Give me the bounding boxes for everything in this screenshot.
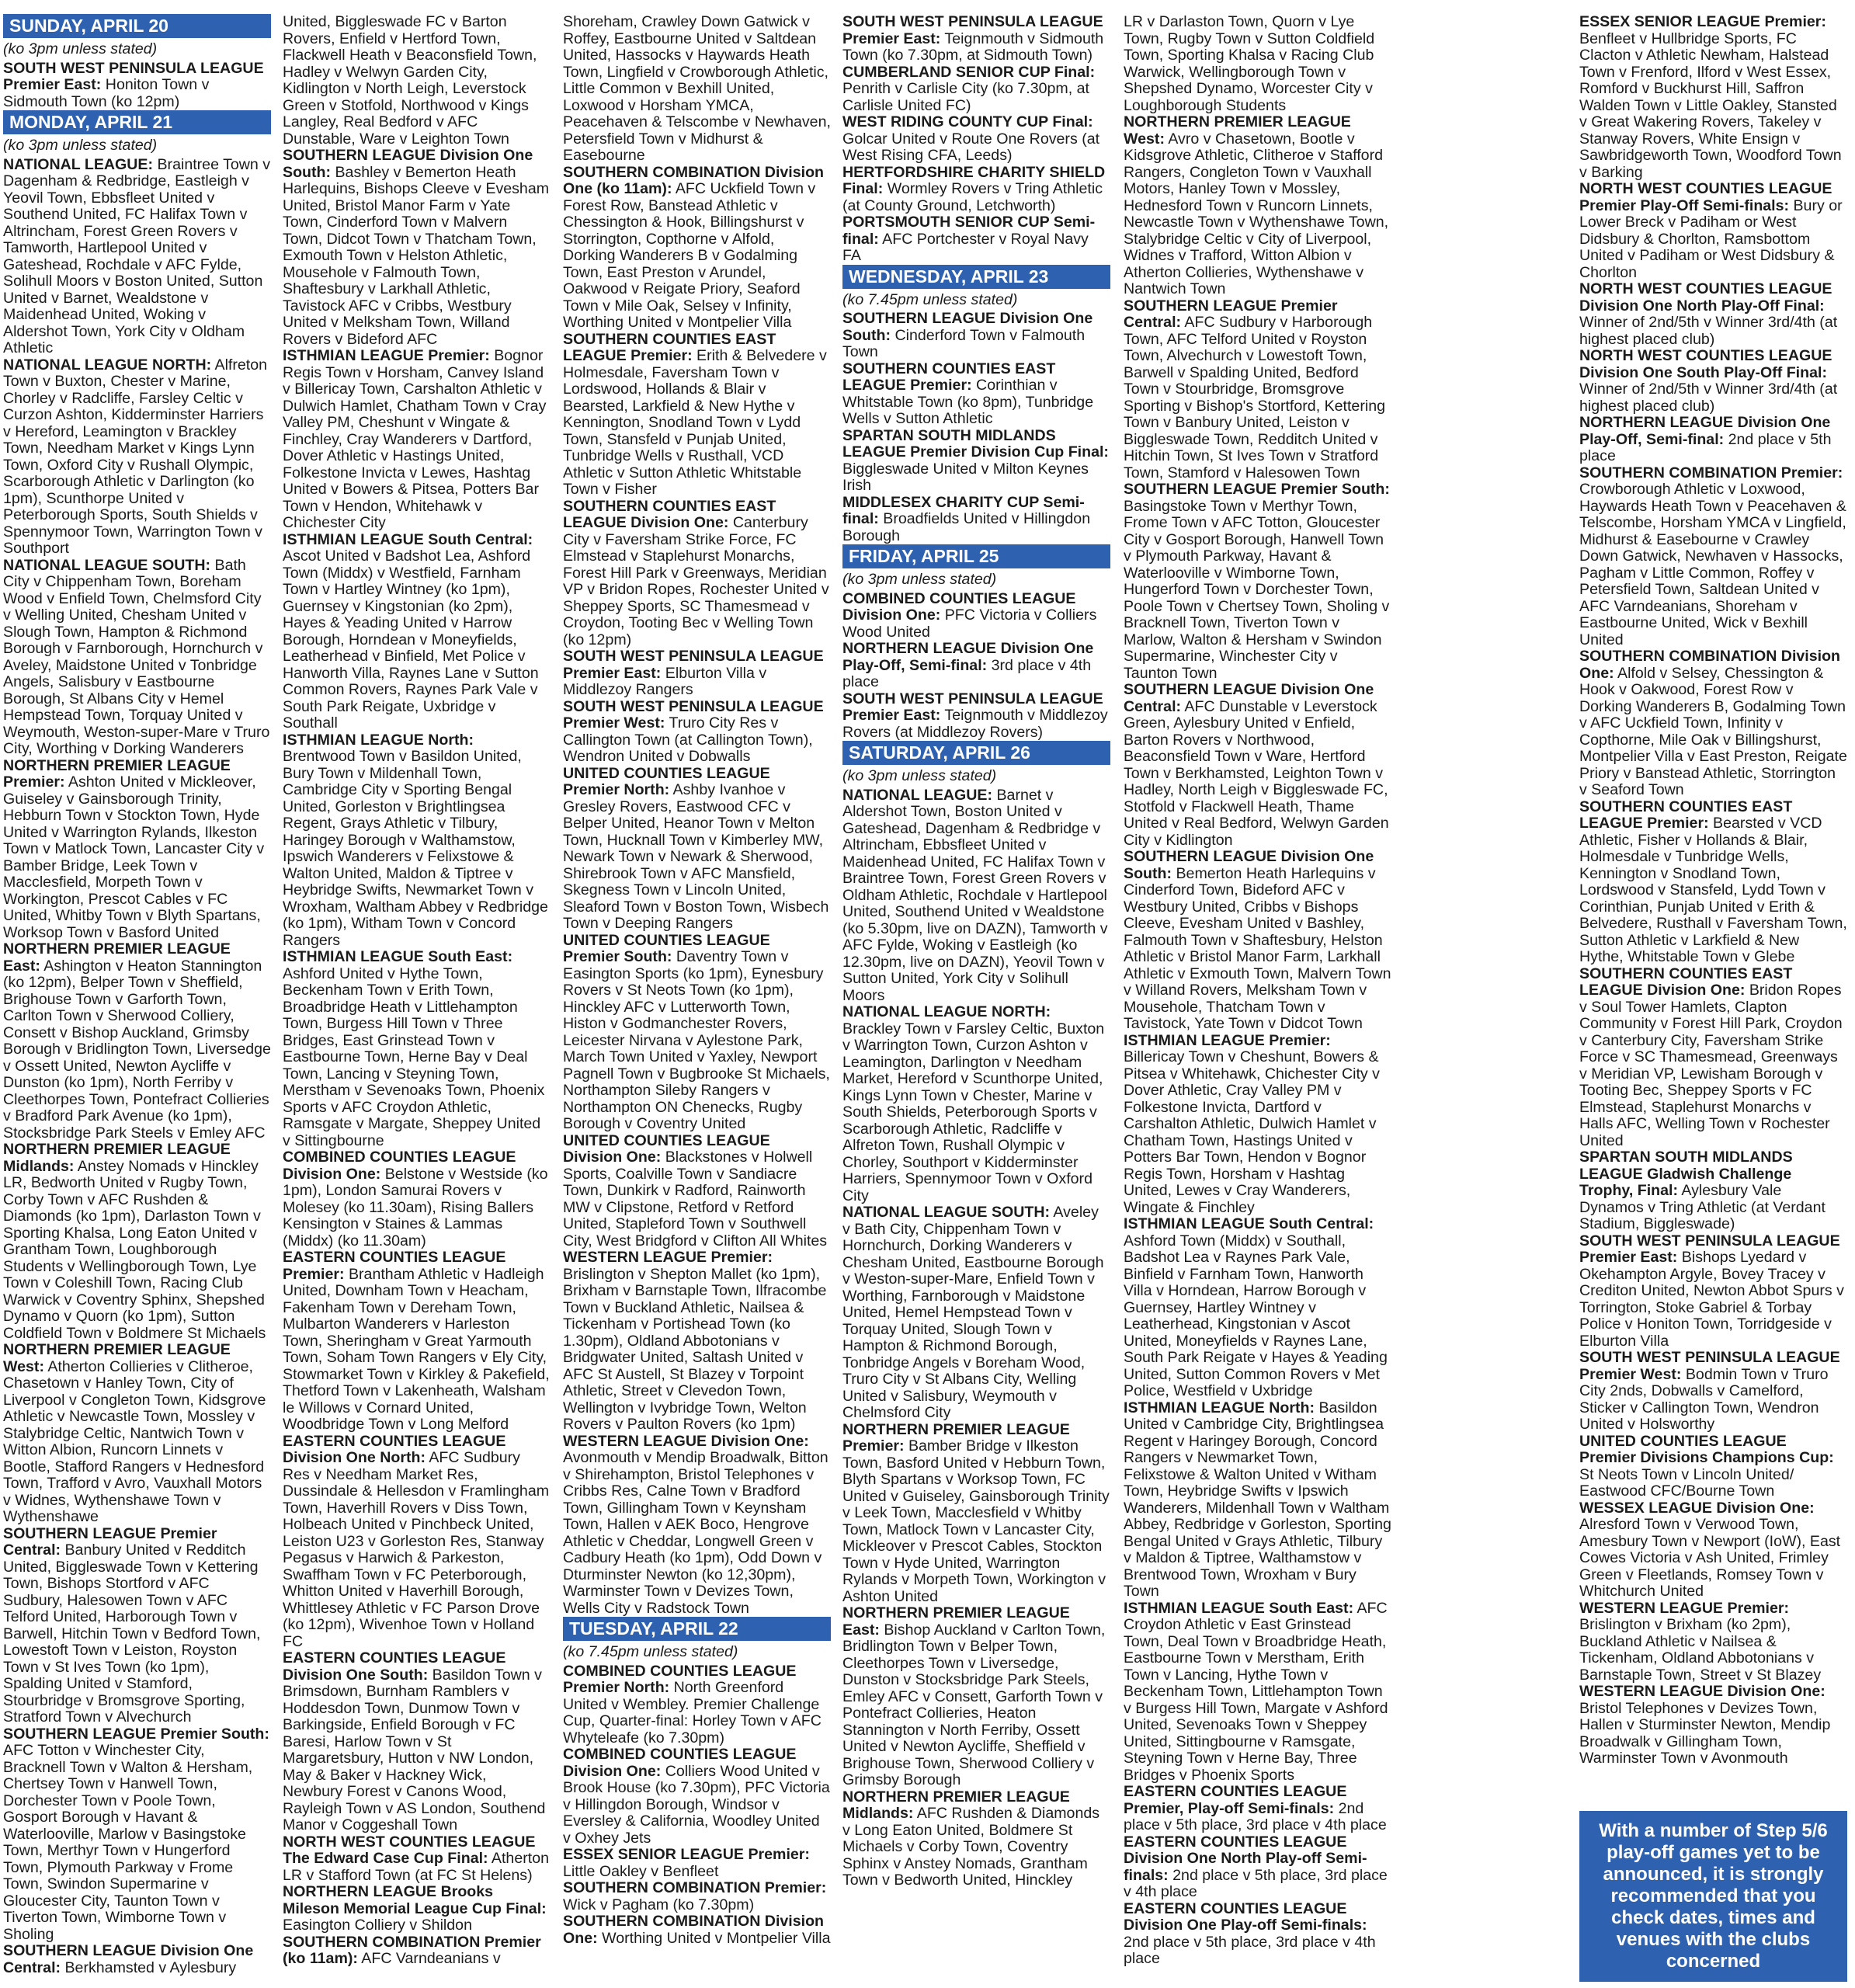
league-name: NATIONAL LEAGUE SOUTH: xyxy=(3,556,211,574)
league-name: EASTERN COUNTIES LEAGUE Division One North: xyxy=(283,1432,506,1466)
fixture-entry xyxy=(283,348,551,532)
fixture-list: Daventry Town v Easington Sports (ko 1pm), Eynesbury Rovers v St Neots Town (ko 1pm), Hinckley AFC v Lutterworth Town, Histon v Godmanchester Rovers, Leicester Nirvana v Aylestone Park, March Town United v Yaxley, Newport Pagnell Town v Bugbrooke St Michaels, Northampton Sileby Rangers v Northampton ON Chenecks, Rugby Borough v Coventry United xyxy=(563,948,830,1132)
fixture-entry xyxy=(1124,14,1391,114)
fixture-list: Shoreham, Crawley Down Gatwick v Roffey, Eastbourne United v Saltdean United, Hassocks v Haywards Heath Town, Lingfield v Crowborough Athletic, Little Common v Bexhill United, Loxwood v Horsham YMCA, Peacehaven & Telscombe v Newhaven, Petersfield Town v Midhurst & Easebourne xyxy=(563,13,831,164)
fixture-list: Bishops Lyedard v Okehampton Argyle, Bovey Tracey v Crediton United, Newton Abbot Spurs v Torrington, Stoke Gabriel & Torbay Police v Honiton Town, Torridgeside v Elburton Villa xyxy=(1579,1249,1844,1350)
fixture-entry xyxy=(1579,1233,1847,1350)
fixture-entry xyxy=(563,1434,831,1618)
fixture-entry xyxy=(563,1746,831,1847)
league-name: NORTHERN LEAGUE Division One Play-Off, Semi-final: xyxy=(842,640,1094,674)
league-name: NORTH WEST COUNTIES LEAGUE Premier Play-Off Semi-finals: xyxy=(1579,180,1832,214)
play-off-advice-box: With a number of Step 5/6 play-off games yet to be announced, it is strongly recommended that you check dates, times and venues with the clubs concerned xyxy=(1579,1811,1847,1982)
fixture-list: Bemerton Heath Harlequins v Cinderford Town, Bideford AFC v Westbury United, Cribbs v Bishops Cleeve, Evesham United v Bashley, Falmouth Town v Shaftesbury, Helston Athletic v Bristol Manor Farm, Larkhall Athletic v Exmouth Town, Malvern Town v Willand Rovers, Melksham Town v Mousehole, Thatcham Town v Tavistock, Yate Town v Didcot Town xyxy=(1124,864,1391,1032)
fixture-entry xyxy=(842,114,1110,165)
fixtures-column-3 xyxy=(563,14,831,1947)
fixture-list: Penrith v Carlisle City (ko 7.30pm, at Carlisle United FC) xyxy=(842,80,1089,114)
league-name: NORTHERN PREMIER LEAGUE Midlands: xyxy=(3,1141,231,1175)
fixture-entry xyxy=(283,1149,551,1249)
fixture-list: Truro City Res v Callington Town (at Callington Town), Wendron United v Dobwalls xyxy=(563,714,813,765)
fixture-entry xyxy=(1124,114,1391,298)
fixture-list: Erith & Belvedere v Holmesdale, Faversham Town v Lordswood, Hollands & Blair v Bearsted, Larkfield & New Hythe v Kennington, Snodland Town v Lydd Town, Stansfeld v Punjab United, Tunbridge Wells v Rusthall, VCD Athletic v Sutton Athletic Whitstable Town v Fisher xyxy=(563,347,827,498)
league-name: NORTH WEST COUNTIES LEAGUE Division One South Play-Off Final: xyxy=(1579,347,1832,381)
fixture-entry xyxy=(563,332,831,499)
league-name: ESSEX SENIOR LEAGUE Premier: xyxy=(563,1846,810,1863)
league-name: HERTFORDSHIRE CHARITY SHIELD Final: xyxy=(842,163,1106,197)
league-name: COMBINED COUNTIES LEAGUE Premier North: xyxy=(563,1662,797,1696)
fixture-list: Berkhamsted v Aylesbury xyxy=(61,1958,237,1976)
fixture-list: Bashley v Bemerton Heath Harlequins, Bishops Cleeve v Evesham United, Bristol Manor Farm v Yate Town, Cinderford Town v Malvern Town, Didcot Town v Thatcham Town, Exmouth Town v Helston Athletic, Mousehole v Falmouth Town, Shaftesbury v Larkhall Athletic, Tavistock AFC v Cribbs, Westbury United v Melksham Town, Willand Rovers v Bideford AFC xyxy=(283,163,550,348)
fixture-list: Brislington v Brixham (ko 2pm), Buckland Athletic v Nailsea & Tickenham, Oldland Abbotonians v Barnstaple Town, Street v St Blazey xyxy=(1579,1616,1822,1684)
fixtures-column-5 xyxy=(1124,14,1391,1968)
fixture-entry xyxy=(563,648,831,699)
fixture-list: Braintree Town v Dagenham & Redbridge, Eastleigh v Yeovil Town, Ebbsfleet United v Southend United, FC Halifax Town v Altrincham, Forest Green Rovers v Tamworth, Hartlepool United v Gateshead, Rochdale v AFC Fylde, Solihull Moors v Boston United, Sutton United v Barnet, Wealdstone v Maidenhead United, Woking v Aldershot Town, York City v Oldham Athletic xyxy=(3,155,271,356)
fixture-list: Basildon Town v Brimsdown, Burnham Ramblers v Hoddesdon Town, Dunmow Town v Barkingside, Enfield Borough v FC Baresi, Harlow Town v St Margaretsbury, Hutton v NW London, May & Baker v Hackney Wick, Newbury Forest v Canons Wood, Rayleigh Town v AS London, Southend Manor v Coggeshall Town xyxy=(283,1666,546,1833)
league-name: SOUTH WEST PENINSULA LEAGUE Premier East: xyxy=(563,648,824,682)
fixture-entry xyxy=(283,732,551,950)
league-name: NATIONAL LEAGUE NORTH: xyxy=(3,356,212,374)
league-name: ISTHMIAN LEAGUE Premier: xyxy=(283,347,490,364)
league-name: NORTHERN PREMIER LEAGUE West: xyxy=(3,1341,231,1375)
fixture-entry xyxy=(283,1834,551,1885)
league-name: COMBINED COUNTIES LEAGUE Division One: xyxy=(283,1149,516,1183)
fixture-list: Little Oakley v Benfleet xyxy=(563,1862,719,1880)
league-name: MIDDLESEX CHARITY CUP Semi-final: xyxy=(842,493,1085,527)
league-name: NORTHERN PREMIER LEAGUE Midlands: xyxy=(842,1788,1070,1822)
fixture-list: Alfold v Selsey, Chessington & Hook v Oakwood, Forest Row v Dorking Wanderers B, Godalming Town v AFC Uckfield Town, Infinity v Copthorne, Mile Oak v Billingshurst, Montpelier Villa v East Preston, Reigate Priory v Banstead Athletic, Storrington v Seaford Town xyxy=(1579,664,1847,798)
fixture-list: Blackstones v Holwell Sports, Coalville Town v Sandiacre Town, Dunkirk v Radford, Rainworth MW v Clipstone, Retford v Retford United, Stapleford Town v Southwell City, West Bridgford v Clifton All Whites xyxy=(563,1149,828,1249)
fixture-list: Banbury United v Redditch United, Biggleswade Town v Kettering Town, Bishops Stortford v AFC Sudbury, Halesowen Town v AFC Telford United, Harborough Town v Barwell, Hitchin Town v Bedford Town, Lowestoft Town v Leiston, Royston Town v St Ives Town (ko 1pm), Spalding United v Stamford, Stourbridge v Bromsgrove Sporting, Stratford Town v Alvechurch xyxy=(3,1541,261,1726)
league-name: COMBINED COUNTIES LEAGUE Division One: xyxy=(563,1746,797,1780)
league-name: SOUTH WEST PENINSULA LEAGUE Premier West: xyxy=(1579,1349,1840,1383)
league-name: SOUTHERN COMBINATION Division One: xyxy=(1579,648,1841,682)
fixture-list: St Neots Town v Lincoln United/ Eastwood CFC/Bourne Town xyxy=(1579,1465,1794,1500)
fixture-list: Basingstoke Town v Merthyr Town, Frome Town v AFC Totton, Gloucester City v Gosport Borough, Hanwell Town v Plymouth Parkway, Havant & Waterlooville v Wimborne Town, Hungerford Town v Dorchester Town, Poole Town v Chertsey Town, Sholing v Bracknell Town, Tiverton Town v Marlow, Walton & Hersham v Swindon Supermarine, Winchester City v Taunton Town xyxy=(1124,497,1390,682)
fixture-list: Bury or Lower Breck v Padiham or West Didsbury & Chorlton, Ramsbottom United v Padiham or West Didsbury & Chorlton xyxy=(1579,196,1843,281)
league-name: SOUTHERN COMBINATION Premier: xyxy=(563,1879,827,1896)
day-heading: MONDAY, APRIL 21 xyxy=(3,110,271,134)
kickoff-note: (ko 7.45pm unless stated) xyxy=(842,290,1018,308)
fixture-entry xyxy=(842,1422,1110,1606)
league-name: UNITED COUNTIES LEAGUE Premier North: xyxy=(563,764,770,798)
fixture-entry xyxy=(1124,1901,1391,1968)
fixture-list: Atherton Collieries v Clitheroe, Chasetown v Hanley Town, City of Liverpool v Congleton Town, Kidsgrove Athletic v Newcastle Town, Mossley v Stalybridge Celtic, Nantwich Town v Witton Albion, Runcorn Linnets v Bootle, Stafford Rangers v Hednesford Town, Trafford v Avro, Vauxhall Motors v Widnes, Wythenshawe Town v Wythenshawe xyxy=(3,1357,266,1525)
fixture-entry xyxy=(563,933,831,1133)
league-name: SOUTHERN COUNTIES EAST LEAGUE Division One: xyxy=(563,497,776,531)
fixture-entry xyxy=(563,1663,831,1747)
fixture-entry xyxy=(3,1726,271,1944)
fixture-list: AFC Uckfield Town v Forest Row, Banstead Athletic v Chessington & Hook, Billingshurst v Storrington, Copthorne v Alfold, Dorking Wanderers B v Godalming Town, East Preston v Arundel, Oakwood v Reigate Priory, Seaford Town v Mile Oak, Selsey v Infinity, Worthing United v Montpelier Villa xyxy=(563,180,816,331)
league-name: COMBINED COUNTIES LEAGUE Division One: xyxy=(842,589,1076,624)
league-name: NORTHERN PREMIER LEAGUE East: xyxy=(842,1604,1070,1639)
fixture-entry xyxy=(3,1526,271,1726)
league-name: SOUTHERN LEAGUE Division One South: xyxy=(1124,848,1374,882)
fixture-list: Belstone v Westside (ko 1pm), London Samurai Rovers v Molesey (ko 11.30am), Rising Ballers Kensington v Staines & Lammas (Middx) (ko 11.30am) xyxy=(283,1165,548,1249)
league-name: SOUTH WEST PENINSULA LEAGUE Premier East: xyxy=(842,690,1103,724)
league-name: NORTHERN LEAGUE Brooks Mileson Memorial League Cup Final: xyxy=(283,1883,547,1917)
fixture-list: AFC Croydon Athletic v East Grinstead Town, Deal Town v Broadbridge Heath, Eastbourne Town v Merstham, Erith Town v Lancing, Hythe Town v Beckenham Town, Littlehampton Town v Burgess Hill Town, Margate v Ashford United, Sevenoaks Town v Sheppey United, Sittingbourne v Ramsgate, Steyning Town v Herne Bay, Three Bridges v Phoenix Sports xyxy=(1124,1599,1388,1784)
fixture-entry xyxy=(3,1943,271,1976)
league-name: EASTERN COUNTIES LEAGUE Division One Play-off Semi-finals: xyxy=(1124,1899,1367,1934)
fixture-entry xyxy=(1124,1600,1391,1785)
league-name: WESTERN LEAGUE Premier: xyxy=(563,1249,773,1266)
league-name: SPARTAN SOUTH MIDLANDS LEAGUE Gladwish Challenge Trophy, Final: xyxy=(1579,1149,1793,1199)
league-name: WEST RIDING COUNTY CUP Final: xyxy=(842,113,1093,130)
league-name: PORTSMOUTH SENIOR CUP Semi-final: xyxy=(842,214,1096,248)
fixture-list: Ashford Town (Middx) v Southall, Badshot Lea v Raynes Park Vale, Binfield v Farnham Town, Hanworth Villa v Horndean, Harrow Borough v Guernsey, Hartley Wintney v Leatherhead, Kingstonian v Ascot United, Moneyfields v Raynes Lane, South Park Reigate v Hayes & Yeading United, Sutton Common Rovers v Met Police, Westfield v Uxbridge xyxy=(1124,1232,1388,1399)
fixture-entry xyxy=(563,14,831,165)
fixture-list: AFC Dunstable v Leverstock Green, Aylesbury United v Enfield, Barton Rovers v Northwood, Beaconsfield Town v Ware, Hertford Town v Berkhamsted, Leighton Town v Hadley, North Leigh v Biggleswade FC, Stotfold v Flackwell Heath, Thame United v Real Bedford, Welwyn Garden City v Kidlington xyxy=(1124,697,1389,849)
fixtures-column-1 xyxy=(3,14,271,1976)
fixture-list: Broadfields United v Hillingdon Borough xyxy=(842,510,1091,544)
fixture-list: Alresford Town v Verwood Town, Amesbury Town v Newport (IoW), East Cowes Victoria v Ash United, Frimley Green v Fleetlands, Romsey Town v Whitchurch United xyxy=(1579,1516,1841,1600)
fixture-entry xyxy=(842,311,1110,361)
league-name: NORTHERN PREMIER LEAGUE Premier: xyxy=(3,756,231,791)
fixtures-column-4 xyxy=(842,14,1110,1889)
league-name: SOUTHERN LEAGUE Premier South: xyxy=(3,1725,269,1743)
fixture-list: Basildon United v Cambridge City, Brightlingsea Regent v Haringey Borough, Concord Rangers v Newmarket Town, Felixstowe & Walton United v Witham Town, Heybridge Swifts v Ipswich Wanderers, Mildenhall Town v Waltham Abbey, Redbridge v Gorleston, Sporting Bengal United v Grays Athletic, Tilbury v Maldon & Tiptree, Walthamstow v Brentwood Town, Wroxham v Bury Town xyxy=(1124,1399,1391,1600)
fixture-entry xyxy=(1579,799,1847,966)
fixture-entry xyxy=(3,941,271,1142)
fixture-entry xyxy=(1124,1834,1391,1901)
fixture-entry xyxy=(3,1142,271,1342)
league-name: NORTHERN LEAGUE Division One Play-Off, Semi-final: xyxy=(1579,414,1831,448)
league-name: SOUTHERN COMBINATION Premier: xyxy=(1579,464,1843,481)
fixture-list: Biggleswade United v Milton Keynes Irish xyxy=(842,460,1089,494)
fixture-entry xyxy=(563,766,831,933)
league-name: NATIONAL LEAGUE: xyxy=(842,786,993,804)
fixture-entry xyxy=(1579,14,1847,181)
league-name: NORTHERN PREMIER LEAGUE Premier: xyxy=(842,1420,1070,1455)
fixture-list: Bognor Regis Town v Horsham, Canvey Island v Billericay Town, Carshalton Athletic v Dulwich Hamlet, Chatham Town v Cray Valley PM, Cheshunt v Wingate & Finchley, Cray Wanderers v Dartford, Dover Athletic v Hastings United, Folkestone Invicta v Lewes, Hashtag United v Bowers & Pitsea, Potters Bar Town v Hendon, Whitehawk v Chichester City xyxy=(283,347,547,531)
fixture-list: Winner of 2nd/5th v Winner 3rd/4th (at highest placed club) xyxy=(1579,381,1838,415)
league-name: SOUTHERN COUNTIES EAST LEAGUE Premier: xyxy=(563,330,776,364)
league-name: SOUTHERN COMBINATION Premier (ko 11am): xyxy=(283,1933,541,1967)
kickoff-note: (ko 3pm unless stated) xyxy=(3,40,158,57)
kickoff-note: (ko 3pm unless stated) xyxy=(842,767,997,784)
league-name: WESTERN LEAGUE Division One: xyxy=(1579,1683,1825,1700)
fixture-list: Aylesbury Vale Dynamos v Tring Athletic (at Verdant Stadium, Biggleswade) xyxy=(1579,1182,1825,1232)
fixture-list: North Greenford United v Wembley. Premier Challenge Cup, Quarter-final: Horley Town v AFC Whyteleafe (ko 7.30pm) xyxy=(563,1679,822,1746)
league-name: ISTHMIAN LEAGUE South East: xyxy=(283,948,513,965)
league-name: EASTERN COUNTIES LEAGUE Premier, Play-off Semi-finals: xyxy=(1124,1783,1347,1817)
fixture-entry xyxy=(3,357,271,558)
fixture-list: Worthing United v Montpelier Villa xyxy=(597,1929,831,1947)
fixture-list: Bridon Ropes v Soul Tower Hamlets, Clapton Community v Forest Hill Park, Croydon v Canterbury City, Faversham Strike Force v SC Thamesmead, Greenways v Meridian VP, Lewisham Borough v Tooting Bec, Sheppey Sports v FC Elmstead, Staplehurst Monarchs v Halls AFC, Welling Town v Rochester United xyxy=(1579,982,1843,1149)
league-name: SOUTHERN LEAGUE Division One Central: xyxy=(1124,681,1374,715)
league-name: SOUTH WEST PENINSULA LEAGUE Premier East: xyxy=(3,59,264,93)
fixture-entry xyxy=(1579,1500,1847,1600)
fixture-entry xyxy=(1579,1434,1847,1500)
league-name: ISTHMIAN LEAGUE South East: xyxy=(1124,1599,1354,1617)
fixture-list: AFC Varndeanians v xyxy=(357,1950,501,1967)
fixture-entry xyxy=(563,165,831,332)
fixture-list: Wormley Rovers v Tring Athletic (at County Ground, Letchworth) xyxy=(842,180,1103,214)
league-name: WESSEX LEAGUE Division One: xyxy=(1579,1499,1815,1517)
league-name: NORTHERN PREMIER LEAGUE West: xyxy=(1124,113,1351,148)
fixture-list: 2nd place v 5th place, 3rd place v 4th place xyxy=(1124,1799,1387,1833)
fixture-entry xyxy=(563,499,831,649)
league-name: SOUTHERN LEAGUE Division One South: xyxy=(283,147,533,181)
league-name: NATIONAL LEAGUE NORTH: xyxy=(842,1003,1051,1020)
fixture-list: Anstey Nomads v Hinckley LR, Bedworth United v Rugby Town, Corby Town v AFC Rushden & Diamonds (ko 1pm), Darlaston Town v Sporting Khalsa, Long Eaton United v Grantham Town, Loughborough Students v Wellingborough Town, Lye Town v Coleshill Town, Racing Club Warwick v Coventry Sphinx, Shepshed Dynamo v Quorn (ko 1pm), Sutton Coldfield Town v Boldmere St Michaels xyxy=(3,1157,266,1342)
fixture-list: Cinderford Town v Falmouth Town xyxy=(842,326,1086,360)
fixture-list: 2nd place v 5th place xyxy=(1579,430,1832,464)
league-name: ESSEX SENIOR LEAGUE Premier: xyxy=(1579,13,1826,30)
fixture-list: Bishop Auckland v Carlton Town, Bridlington Town v Belper Town, Cleethorpes Town v Liversedge, Dunston v Stocksbridge Park Steels, Emley AFC v Consett, Garforth Town v Pontefract Collieries, Heaton Stannington v North Ferriby, Ossett United v Newton Aycliffe, Sheffield v Brighouse Town, Sherwood Colliery v Grimsby Borough xyxy=(842,1621,1106,1788)
fixture-entry xyxy=(1579,415,1847,465)
fixture-list: Wick v Pagham (ko 7.30pm) xyxy=(563,1896,755,1913)
league-name: UNITED COUNTIES LEAGUE Premier Divisions Champions Cup: xyxy=(1579,1432,1834,1466)
league-name: SOUTHERN COMBINATION Division One (ko 11am): xyxy=(563,163,825,197)
fixture-list: Barnet v Aldershot Town, Boston United v Gateshead, Dagenham & Redbridge v Altrincham, Ebbsfleet United v Maidenhead United, FC Halifax Town v Braintree Town, Forest Green Rovers v Oldham Athletic, Rochdale v Hartlepool United, Southend United v Wealdstone (ko 5.30pm, live on DAZN), Tamworth v AFC Fylde, Woking v Eastleigh (ko 12.30pm, live on DAZN), Yeovil Town v Sutton United, York City v Solihull Moors xyxy=(842,786,1108,1004)
fixtures-column-6 xyxy=(1579,14,1847,1767)
fixture-entry xyxy=(1124,1033,1391,1217)
fixture-entry xyxy=(563,1880,831,1913)
league-name: SOUTHERN LEAGUE Premier Central: xyxy=(3,1524,217,1559)
fixture-list: Avonmouth v Mendip Broadwalk, Bitton v Shirehampton, Bristol Telephones v Cribbs Res, Calne Town v Bradford Town, Gillingham Town v Keynsham Town, Hallen v AEK Boco, Hengrove Athletic v Cheddar, Longwell Green v Cadbury Heath (ko 1pm), Odd Down v Dturminster Newton (ko 12,30pm), Warminster Town v Devizes Town, Wells City v Radstock Town xyxy=(563,1449,828,1617)
league-name: EASTERN COUNTIES LEAGUE Division One North Play-off Semi-finals: xyxy=(1124,1833,1367,1884)
league-name: ISTHMIAN LEAGUE South Central: xyxy=(283,530,533,548)
fixture-entry xyxy=(842,214,1110,265)
league-name: EASTERN COUNTIES LEAGUE Premier: xyxy=(283,1249,506,1283)
fixture-entry xyxy=(563,1847,831,1880)
fixture-entry xyxy=(283,1884,551,1934)
fixture-list: Ashton United v Mickleover, Guiseley v Gainsborough Trinity, Hebburn Town v Stockton Town, Hyde United v Warrington Rylands, Ilkeston Town v Matlock Town, Lancaster City v Bamber Bridge, Leek Town v Macclesfield, Morpeth Town v Workington, Prescot Cables v FC United, Whitby Town v Blyth Spartans, Worksop Town v Basford United xyxy=(3,773,265,941)
fixture-list: Avro v Chasetown, Bootle v Kidsgrove Athletic, Clitheroe v Stafford Rangers, Congleton Town v Vauxhall Motors, Hanley Town v Mossley, Hednesford Town v Runcorn Linnets, Newcastle Town v Wythenshawe Town, Stalybridge Celtic v City of Liverpool, Widnes v Trafford, Witton Albion v Atherton Collieries, Wythenshawe v Nantwich Town xyxy=(1124,130,1389,297)
fixture-list: AFC Totton v Winchester City, Bracknell Town v Walton & Hersham, Chertsey Town v Hanwell Town, Dorchester Town v Poole Town, Gosport Borough v Havant & Waterlooville, Marlow v Basingstoke Town, Merthyr Town v Hungerford Town, Plymouth Parkway v Frome Town, Swindon Supermarine v Gloucester City, Taunton Town v Tiverton Town, Wimborne Town v Sholing xyxy=(3,1742,253,1943)
league-name: SOUTHERN COMBINATION Division One: xyxy=(563,1913,825,1947)
fixture-list: Ashington v Heaton Stannington (ko 12pm), Belper Town v Sheffield, Brighouse Town v Garforth Town, Carlton Town v Sherwood Colliery, Consett v Bishop Auckland, Grimsby Borough v Bridlington Town, Liversedge v Ossett United, Newton Aycliffe v Dunston (ko 1pm), North Ferriby v Cleethorpes Town, Pontefract Collieries v Bradford Park Avenue (ko 1pm), Stocksbridge Park Steels v Emley AFC xyxy=(3,957,271,1142)
fixture-list: Ashford United v Hythe Town, Beckenham Town v Erith Town, Broadbridge Heath v Littlehampton Town, Burgess Hill Town v Three Bridges, East Grinstead Town v Eastbourne Town, Herne Bay v Deal Town, Lancing v Steyning Town, Merstham v Sevenoaks Town, Phoenix Sports v AFC Croydon Athletic, Ramsgate v Margate, Sheppey United v Sittingbourne xyxy=(283,964,545,1149)
league-name: SPARTAN SOUTH MIDLANDS LEAGUE Premier Division Cup Final: xyxy=(842,426,1109,461)
league-name: SOUTHERN COUNTIES EAST LEAGUE Premier: xyxy=(842,360,1056,394)
fixture-entry xyxy=(563,699,831,766)
fixture-entry xyxy=(1579,1350,1847,1434)
league-name: NORTH WEST COUNTIES LEAGUE Division One North Play-Off Final: xyxy=(1579,280,1832,315)
fixture-entry xyxy=(842,787,1110,1005)
fixture-list: 3rd place v 4th place xyxy=(842,656,1092,690)
fixture-entry xyxy=(283,148,551,348)
fixture-entry xyxy=(1579,966,1847,1150)
fixture-entry xyxy=(1124,481,1391,682)
fixture-list: AFC Sudbury Res v Needham Market Res, Dussindale & Hellesdon v Framlingham Town, Haverhill Rovers v Diss Town, Holbeach United v Pinchbeck United, Leiston U23 v Gorleston Res, Stanway Pegasus v Harwich & Parkeston, Swaffham Town v FC Peterborough, Whitton United v Haverhill Borough, Whittlesey Athletic v FC Parson Drove (ko 12pm), Wivenhoe Town v Holland FC xyxy=(283,1449,550,1650)
fixture-list: Bristol Telephones v Devizes Town, Hallen v Sturminster Newton, Mendip Broadwalk v Gillingham Town, Warminster Town v Avonmouth xyxy=(1579,1699,1831,1767)
fixture-entry xyxy=(1124,298,1391,482)
fixture-entry xyxy=(1579,648,1847,799)
fixture-list: Honiton Town v Sidmouth Town (ko 12pm) xyxy=(3,76,210,110)
fixture-list: Easington Colliery v Shildon xyxy=(283,1917,472,1934)
league-name: NORTH WEST COUNTIES LEAGUE The Edward Case Cup Final: xyxy=(283,1833,536,1867)
fixture-entry xyxy=(283,1650,551,1834)
fixture-list: Elburton Villa v Middlezoy Rangers xyxy=(563,664,767,698)
league-name: SOUTHERN COUNTIES EAST LEAGUE Premier: xyxy=(1579,798,1793,832)
day-heading: FRIDAY, APRIL 25 xyxy=(842,544,1110,568)
fixture-entry xyxy=(1579,1149,1847,1233)
fixture-list: Bearsted v VCD Athletic, Fisher v Hollands & Blair, Holmesdale v Tunbridge Wells, Kennington v Snodland Town, Lordswood v Stansfeld, Lydd Town v Corinthian, Punjab United v Erith & Belvedere, Rusthall v Faversham Town, Sutton Athletic v Larkfield & New Hythe, Whitstable Town v Glebe xyxy=(1579,815,1847,965)
league-name: NORTHERN PREMIER LEAGUE East: xyxy=(3,940,231,975)
league-name: CUMBERLAND SENIOR CUP Final: xyxy=(842,63,1096,81)
fixture-entry xyxy=(842,691,1110,742)
league-name: ISTHMIAN LEAGUE Premier: xyxy=(1124,1031,1331,1049)
fixture-list: PFC Victoria v Colliers Wood United xyxy=(842,606,1097,641)
fixture-entry xyxy=(1579,348,1847,415)
fixture-list: Bodmin Town v Truro City 2nds, Dobwalls v Camelford, Sticker v Callington Town, Wendron United v Holsworthy xyxy=(1579,1365,1829,1433)
kickoff-note: (ko 7.45pm unless stated) xyxy=(563,1643,738,1660)
fixture-list: Billericay Town v Cheshunt, Bowers & Pitsea v Whitehawk, Chichester City v Dover Athletic, Cray Valley PM v Folkestone Invicta, Dartford v Carshalton Athletic, Dulwich Hamlet v Chatham Town, Hastings United v Potters Bar Town, Hendon v Bognor Regis Town, Horsham v Hashtag United, Lewes v Cray Wanderers, Wingate & Finchley xyxy=(1124,1048,1380,1216)
fixture-list: Brantham Athletic v Hadleigh United, Downham Town v Heacham, Fakenham Town v Dereham Town, Mulbarton Wanderers v Harleston Town, Sheringham v Great Yarmouth Town, Soham Town Rangers v Ely City, Stowmarket Town v Kirkley & Pakefield, Thetford Town v Lakenheath, Walsham le Willows v Cornard United, Woodbridge Town v Long Melford xyxy=(283,1265,550,1433)
fixture-list: Bath City v Chippenham Town, Boreham Wood v Enfield Town, Chelmsford City v Welling United, Chesham United v Slough Town, Hampton & Richmond Borough v Farnborough, Hornchurch v Aveley, Maidstone United v Tonbridge Angels, Salisbury v Eastbourne Borough, St Albans City v Hemel Hempstead Town, Torquay United v Weymouth, Weston-super-Mare v Truro City, Worthing v Dorking Wanderers xyxy=(3,556,270,757)
fixture-entry xyxy=(3,758,271,942)
fixture-list: Golcar United v Route One Rovers (at West Rising CFA, Leeds) xyxy=(842,130,1100,164)
league-name: WESTERN LEAGUE Division One: xyxy=(563,1432,809,1450)
league-name: SOUTHERN LEAGUE Division One South: xyxy=(842,310,1093,344)
fixture-entry xyxy=(283,949,551,1149)
fixture-list: Corinthian v Whitstable Town (ko 8pm), Tunbridge Wells v Sutton Athletic xyxy=(842,377,1094,427)
fixture-list: Crowborough Athletic v Loxwood, Haywards Heath Town v Peacehaven & Telscombe, Horsham YMCA v Lingfield, Midhurst & Easebourne v Crawley Down Gatwick, Newhaven v Hassocks, Pagham v Little Common, Roffey v Petersfield Town, Saltdean United v AFC Varndeanians, Shoreham v Eastbourne United, Wick v Bexhill United xyxy=(1579,481,1846,648)
fixture-list: AFC Portchester v Royal Navy FA xyxy=(842,230,1089,264)
league-name: SOUTH WEST PENINSULA LEAGUE Premier East: xyxy=(1579,1232,1840,1266)
fixture-entry xyxy=(283,1934,551,1968)
fixture-entry xyxy=(563,1913,831,1947)
fixture-entry xyxy=(842,495,1110,545)
fixture-entry xyxy=(1579,1684,1847,1767)
fixture-list: AFC Sudbury v Harborough Town, AFC Telford United v Royston Town, Alvechurch v Lowestoft Town, Barwell v Spalding United, Bedford Town v Stourbridge, Bromsgrove Sporting v Bishop's Stortford, Kettering Town v Banbury United, Leiston v Biggleswade Town, Redditch United v Hitchin Town, St Ives Town v Stratford Town, Stamford v Halesowen Town xyxy=(1124,314,1386,481)
fixture-entry xyxy=(563,1249,831,1434)
fixture-entry xyxy=(3,157,271,357)
league-name: UNITED COUNTIES LEAGUE Division One: xyxy=(563,1131,770,1166)
fixture-entry xyxy=(1124,849,1391,1033)
fixture-entry xyxy=(1124,1784,1391,1834)
fixture-list: Brentwood Town v Basildon United, Bury Town v Mildenhall Town, Cambridge City v Sporting Bengal United, Gorleston v Brightlingsea Regent, Grays Athletic v Tilbury, Haringey Borough v Walthamstow, Ipswich Wanderers v Felixstowe & Walton United, Maldon & Tiptree v Heybridge Swifts, Newmarket Town v Wroxham, Waltham Abbey v Redbridge (ko 1pm), Witham Town v Concord Rangers xyxy=(283,748,548,949)
league-name: ISTHMIAN LEAGUE North: xyxy=(1124,1399,1315,1416)
fixture-entry xyxy=(842,591,1110,641)
fixture-list: Atherton LR v Stafford Town (at FC St Helens) xyxy=(283,1850,549,1884)
kickoff-note: (ko 3pm unless stated) xyxy=(3,137,158,154)
fixture-entry xyxy=(1124,1400,1391,1600)
fixture-list: Ashby Ivanhoe v Gresley Rovers, Eastwood CFC v Belper United, Heanor Town v Melton Town, Hucknall Town v Kimberley MW, Newark Town v Newark & Sherwood, Shirebrook Town v AFC Mansfield, Skegness Town v Lincoln United, Sleaford Town v Boston Town, Wisbech Town v Deeping Rangers xyxy=(563,781,829,932)
fixture-entry xyxy=(842,428,1110,495)
league-name: ISTHMIAN LEAGUE South Central: xyxy=(1124,1215,1374,1232)
fixture-list: Teignmouth v Sidmouth Town (ko 7.30pm, at Sidmouth Town) xyxy=(842,30,1104,64)
league-name: SOUTH WEST PENINSULA LEAGUE Premier East: xyxy=(842,13,1103,47)
fixture-entry xyxy=(842,165,1110,215)
fixture-entry xyxy=(1124,1216,1391,1400)
fixture-list: Winner of 2nd/5th v Winner 3rd/4th (at highest placed club) xyxy=(1579,314,1838,348)
fixture-entry xyxy=(1579,281,1847,348)
fixture-entry xyxy=(283,14,551,148)
fixture-list: Alfreton Town v Buxton, Chester v Marine, Chorley v Radcliffe, Farsley Celtic v Curzon Ashton, Kidderminster Harriers v Hereford, Leamington v Brackley Town, Needham Market v Kings Lynn Town, Oxford City v Rushall Olympic, Scarborough Athletic v Darlington (ko 1pm), Scunthorpe United v Peterborough Sports, South Shields v Spennymoor Town, Warrington Town v Southport xyxy=(3,356,268,557)
fixture-entry xyxy=(842,1004,1110,1204)
league-name: NATIONAL LEAGUE: xyxy=(3,155,154,173)
league-name: SOUTHERN LEAGUE Premier Central: xyxy=(1124,297,1338,331)
fixture-list: Canterbury City v Faversham Strike Force, FC Elmstead v Staplehurst Monarchs, Forest Hill Park v Greenways, Meridian VP v Bridon Ropes, Rochester United v Sheppey Sports, SC Thamesmead v Croydon, Tooting Bec v Welling Town (ko 12pm) xyxy=(563,514,829,648)
fixture-list: Benfleet v Hullbridge Sports, FC Clacton v Athletic Newham, Halstead Town v Frenford, Ilford v West Essex, Romford v Buckhurst Hill, Saffron Walden Town v Little Oakley, Stansted v Great Wakering Rovers, Takeley v Stanway Rovers, White Ensign v Sawbridgeworth Town, Woodford Town v Barking xyxy=(1579,30,1842,181)
fixture-entry xyxy=(283,532,551,732)
fixture-list: Bamber Bridge v Ilkeston Town, Basford United v Hebburn Town, Blyth Spartans v Worksop Town, FC United v Guiseley, Gainsborough Trinity v Leek Town, Macclesfield v Whitby Town, Matlock Town v Lancaster City, Mickleover v Prescot Cables, Stockton Town v Hyde United, Warrington Rylands v Morpeth Town, Workington v Ashton United xyxy=(842,1437,1110,1605)
fixture-entry xyxy=(842,1204,1110,1422)
fixture-list: Brislington v Shepton Mallet (ko 1pm), Brixham v Barnstaple Town, Ilfracombe Town v Buckland Athletic, Nailsea & Tickenham v Portishead Town (ko 1.30pm), Oldland Abbotonians v Bridgwater United, Saltash United v AFC St Austell, St Blazey v Torpoint Athletic, Street v Clevedon Town, Wellington v Ivybridge Town, Welton Rovers v Paulton Rovers (ko 1pm) xyxy=(563,1265,827,1433)
day-heading: TUESDAY, APRIL 22 xyxy=(563,1617,831,1641)
fixture-list: 2nd place v 5th place, 3rd place v 4th place xyxy=(1124,1866,1388,1900)
fixtures-column-2 xyxy=(283,14,551,1968)
fixture-list: United, Biggleswade FC v Barton Rovers, Enfield v Hertford Town, Flackwell Heath v Beaconsfield Town, Hadley v Welwyn Garden City, Kidlington v North Leigh, Leverstock Green v Stotfold, Northwood v Kings Langley, Real Bedford v AFC Dunstable, Ware v Leighton Town xyxy=(283,13,537,148)
league-name: ISTHMIAN LEAGUE North: xyxy=(283,731,474,749)
league-name: UNITED COUNTIES LEAGUE Premier South: xyxy=(563,931,770,965)
league-name: SOUTHERN LEAGUE Premier South: xyxy=(1124,481,1390,498)
league-name: WESTERN LEAGUE Premier: xyxy=(1579,1599,1790,1617)
fixture-entry xyxy=(283,1249,551,1434)
fixture-list: Brackley Town v Farsley Celtic, Buxton v Warrington Town, Curzon Ashton v Leamington, Darlington v Needham Market, Hereford v Scunthorpe United, Kings Lynn Town v Chester, Marine v South Shields, Peterborough Sports v Scarborough Athletic, Radcliffe v Alfreton Town, Rushall Olympic v Chorley, Southport v Kidderminster Harriers, Spennymoor Town v Oxford City xyxy=(842,1020,1105,1204)
fixture-list: Teignmouth v Middlezoy Rovers (at Middlezoy Rovers) xyxy=(842,707,1108,741)
fixture-entry xyxy=(1579,465,1847,649)
fixture-list: Colliers Wood United v Brook House (ko 7.30pm), PFC Victoria v Hillingdon Borough, Windsor v Eversley & California, Woodley United v Oxhey Jets xyxy=(563,1762,830,1847)
fixture-entry xyxy=(842,1605,1110,1789)
fixture-entry xyxy=(1579,1600,1847,1684)
fixture-list: AFC Rushden & Diamonds v Long Eaton United, Boldmere St Michaels v Corby Town, Coventry Sphinx v Anstey Nomads, Grantham Town v Bedworth United, Hinckley xyxy=(842,1805,1100,1889)
fixture-list: 2nd place v 5th place, 3rd place v 4th place xyxy=(1124,1933,1376,1967)
fixture-entry xyxy=(563,1133,831,1250)
league-name: SOUTHERN COUNTIES EAST LEAGUE Division One: xyxy=(1579,964,1793,999)
kickoff-note: (ko 3pm unless stated) xyxy=(842,571,997,588)
fixture-list: Ascot United v Badshot Lea, Ashford Town (Middx) v Westfield, Farnham Town v Hartley Wintney (ko 1pm), Guernsey v Kingstonian (ko 2pm), Hayes & Yeading United v Harrow Borough, Horndean v Moneyfields, Leatherhead v Binfield, Met Police v Hanworth Villa, Raynes Lane v Sutton Common Rovers, Raynes Park Vale v South Park Reigate, Uxbridge v Southall xyxy=(283,547,539,732)
fixture-entry xyxy=(842,14,1110,64)
fixture-entry xyxy=(842,1789,1110,1889)
fixture-entry xyxy=(842,641,1110,691)
fixture-list: Aveley v Bath City, Chippenham Town v Hornchurch, Dorking Wanderers v Chesham United, Eastbourne Borough v Weston-super-Mare, Enfield Town v Worthing, Farnborough v Maidstone United, Hemel Hempstead Town v Torquay United, Slough Town v Hampton & Richmond Borough, Tonbridge Angels v Boreham Wood, Truro City v St Albans City, Welling United v Salisbury, Weymouth v Chelmsford City xyxy=(842,1204,1104,1421)
day-heading: SATURDAY, APRIL 26 xyxy=(842,741,1110,765)
league-name: SOUTH WEST PENINSULA LEAGUE Premier West: xyxy=(563,697,824,732)
fixture-entry xyxy=(3,558,271,758)
league-name: SOUTHERN LEAGUE Division One Central: xyxy=(3,1942,254,1976)
fixture-entry xyxy=(3,61,271,111)
league-name: NATIONAL LEAGUE SOUTH: xyxy=(842,1204,1051,1221)
fixture-entry xyxy=(3,1342,271,1526)
fixture-list: LR v Darlaston Town, Quorn v Lye Town, Rugby Town v Sutton Coldfield Town, Sporting Khalsa v Racing Club Warwick, Wellingborough Town v Shepshed Dynamo, Worcester City v Loughborough Students xyxy=(1124,13,1375,114)
fixture-entry xyxy=(283,1434,551,1651)
day-heading: SUNDAY, APRIL 20 xyxy=(3,14,271,38)
fixture-entry xyxy=(842,361,1110,428)
fixture-entry xyxy=(842,64,1110,115)
fixture-entry xyxy=(1124,682,1391,849)
day-heading: WEDNESDAY, APRIL 23 xyxy=(842,265,1110,289)
league-name: EASTERN COUNTIES LEAGUE Division One South: xyxy=(283,1649,506,1684)
fixture-entry xyxy=(1579,181,1847,281)
